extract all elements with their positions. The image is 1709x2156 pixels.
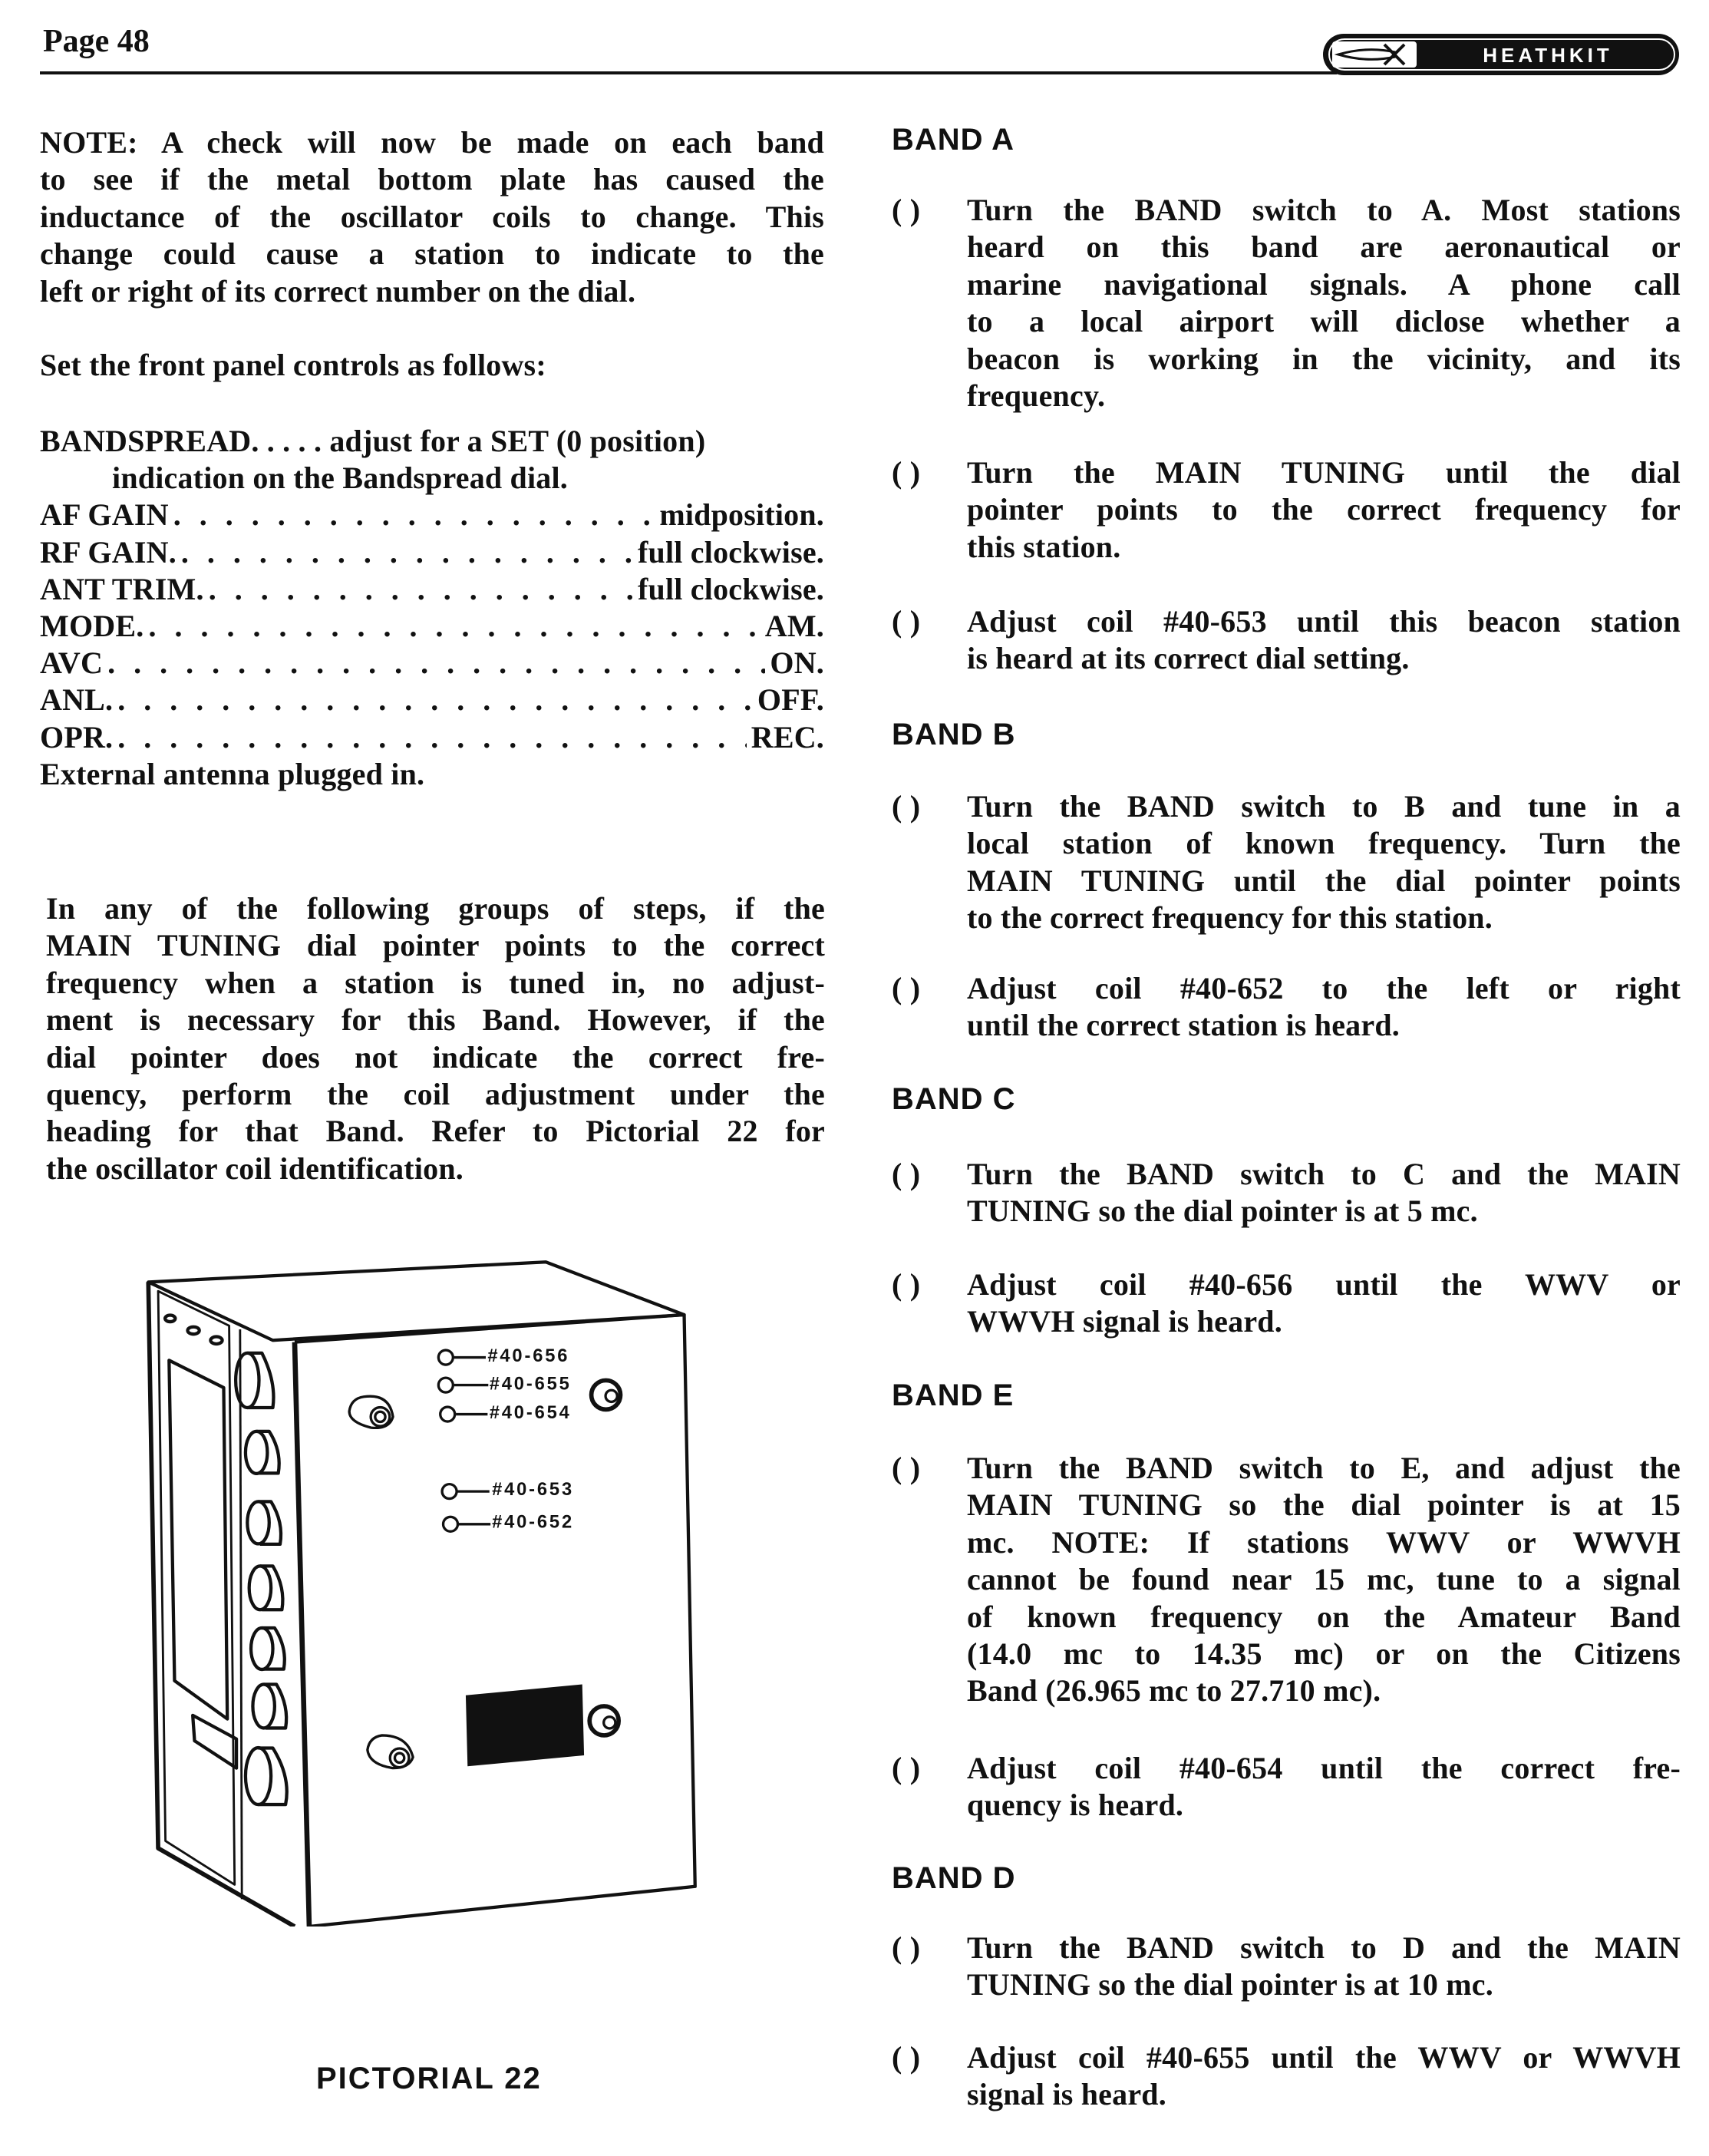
text-line: MAIN TUNING dial pointer points to the correct	[46, 928, 825, 963]
text-line: MAIN TUNING so the dial pointer is at 15	[967, 1487, 1681, 1523]
text-line: NOTE: A check will now be made on each band	[40, 125, 824, 160]
text-line: Turn the BAND switch to C and the MAIN	[967, 1157, 1681, 1191]
text-line: marine navigational signals. A phone call	[967, 266, 1681, 302]
text-line: Turn the BAND switch to D and the MAIN	[967, 1930, 1681, 1965]
groups-paragraph	[46, 890, 825, 1187]
text-line: to the correct frequency for this station.	[967, 900, 1493, 936]
band-heading: BAND A	[892, 123, 1015, 157]
text-line: WWVH signal is heard.	[967, 1304, 1282, 1339]
text-line: quency is heard.	[967, 1788, 1184, 1823]
setting-value: midposition.	[659, 497, 824, 533]
setting-label: AVC	[40, 645, 104, 681]
step-checkbox[interactable]: ( )	[892, 2040, 921, 2075]
step-checkbox[interactable]: ( )	[892, 604, 921, 639]
text-line: Adjust coil #40-656 until the WWV or	[967, 1267, 1681, 1302]
text-line: TUNING so the dial pointer is at 5 mc.	[967, 1194, 1478, 1229]
step-text	[967, 1156, 1681, 1230]
text-line: Band (26.965 mc to 27.710 mc).	[967, 1673, 1381, 1709]
text-line: Adjust coil #40-653 until this beacon station	[967, 604, 1681, 639]
text-line: Adjust coil #40-654 until the correct fre-	[967, 1751, 1681, 1785]
band-heading: BAND E	[892, 1378, 1015, 1412]
coil-slugs	[438, 1350, 490, 1531]
step-text	[967, 2039, 1681, 2114]
dot-leader	[148, 608, 760, 645]
step-checkbox[interactable]: ( )	[892, 1451, 921, 1485]
text-line: left or right of its correct number on the dial.	[40, 273, 636, 309]
logo-text: HEATHKIT	[1483, 44, 1613, 67]
text-line: TUNING so the dial pointer is at 10 mc.	[967, 1967, 1493, 2002]
step-text	[967, 1750, 1681, 1824]
dot-leader	[209, 571, 633, 608]
dot-leader	[117, 719, 747, 756]
setting-value: OFF.	[757, 682, 824, 718]
step-text	[967, 788, 1681, 937]
setting-bandspread-cont	[40, 460, 824, 497]
step-checkbox[interactable]: ( )	[892, 971, 921, 1005]
text-line: frequency when a station is tuned in, no adjust-	[46, 965, 825, 1000]
step-checkbox[interactable]: ( )	[892, 193, 921, 227]
text-line: to a local airport will diclose whether a	[967, 304, 1681, 339]
setting-row	[40, 645, 824, 682]
text-line: cannot be found near 15 mc, tune to a signal	[967, 1562, 1681, 1597]
setting-value: REC.	[751, 719, 824, 754]
setting-label: BANDSPREAD. . . . . adjust for a SET (0 position)	[40, 424, 706, 458]
text-line: Turn the BAND switch to E, and adjust the	[967, 1451, 1681, 1485]
page-number: Page 48	[43, 24, 150, 59]
dot-leader	[181, 534, 633, 571]
text-line: quency, perform the coil adjustment under the	[46, 1076, 825, 1111]
setting-value: full clockwise.	[638, 534, 824, 570]
text-line: local station of known frequency. Turn the	[967, 826, 1681, 861]
text-line: mc. NOTE: If stations WWV or WWVH	[967, 1524, 1681, 1560]
text-line: MAIN TUNING until the dial pointer points	[967, 863, 1681, 898]
text-line: heading for that Band. Refer to Pictorial 22 for	[46, 1114, 825, 1149]
setting-row	[40, 719, 824, 756]
text-line: (14.0 mc to 14.35 mc) or on the Citizens	[967, 1636, 1681, 1671]
dot-leader	[117, 682, 753, 718]
text-line: Turn the BAND switch to A. Most stations	[967, 193, 1681, 227]
setting-label: MODE.	[40, 608, 144, 643]
setting-label: ANT TRIM.	[40, 571, 204, 606]
band-heading: BAND D	[892, 1861, 1016, 1895]
step-checkbox[interactable]: ( )	[892, 789, 921, 824]
text-line: Turn the MAIN TUNING until the dial	[967, 455, 1681, 490]
external-text: External antenna plugged in.	[40, 756, 425, 791]
text-line: to see if the metal bottom plate has caused the	[40, 162, 824, 197]
setting-label: AF GAIN	[40, 497, 169, 533]
text-line: is heard at its correct dial setting.	[967, 641, 1410, 676]
step-checkbox[interactable]: ( )	[892, 455, 921, 490]
coil-label-653: #40-653	[492, 1479, 574, 1500]
step-text	[967, 1450, 1681, 1710]
header-rule	[40, 71, 1337, 74]
settings-list	[40, 423, 824, 793]
text-line: pointer points to the correct frequency for	[967, 492, 1681, 527]
setting-row	[40, 682, 824, 718]
setting-row	[40, 608, 824, 645]
band-heading: BAND B	[892, 718, 1016, 751]
setting-value: full clockwise.	[638, 571, 824, 606]
pictorial-22-receiver-drawing	[138, 1251, 706, 1927]
step-text	[967, 454, 1681, 566]
coil-label-655: #40-655	[489, 1374, 572, 1395]
setting-bandspread	[40, 423, 824, 460]
step-text	[967, 603, 1681, 678]
step-text	[967, 1930, 1681, 2004]
speaker-grille	[466, 1685, 584, 1767]
step-text	[967, 192, 1681, 414]
setting-continuation: indication on the Bandspread dial.	[112, 461, 569, 496]
note-paragraph	[40, 124, 824, 310]
text-line: until the correct station is heard.	[967, 1008, 1400, 1043]
coil-label-652: #40-652	[492, 1512, 574, 1533]
text-line: In any of the following groups of steps, if the	[46, 891, 825, 926]
setting-row	[40, 534, 824, 571]
setting-row	[40, 497, 824, 533]
coil-label-654: #40-654	[489, 1403, 572, 1424]
setting-label: OPR.	[40, 719, 114, 754]
text-line: Adjust coil #40-655 until the WWV or WWVH	[967, 2040, 1681, 2075]
set-controls-text: Set the front panel controls as follows:	[40, 348, 546, 382]
text-line: ment is necessary for this Band. However, if the	[46, 1002, 825, 1038]
step-text	[967, 1266, 1681, 1341]
step-checkbox[interactable]: ( )	[892, 1930, 921, 1965]
setting-label: RF GAIN.	[40, 534, 177, 570]
text-line: dial pointer does not indicate the correct fre-	[46, 1039, 825, 1075]
band-heading: BAND C	[892, 1082, 1016, 1116]
setting-value: ON.	[770, 645, 824, 681]
front-knobs	[236, 1353, 287, 1804]
external-antenna-note	[40, 756, 824, 793]
text-line: the oscillator coil identification.	[46, 1151, 464, 1186]
text-line: beacon is working in the vicinity, and its	[967, 341, 1681, 376]
setting-row	[40, 571, 824, 608]
step-text	[967, 970, 1681, 1045]
pictorial-caption: PICTORIAL 22	[316, 2062, 542, 2095]
setting-value: AM.	[764, 608, 824, 643]
step-checkbox[interactable]: ( )	[892, 1267, 921, 1302]
text-line: Turn the BAND switch to B and tune in a	[967, 789, 1681, 824]
heathkit-logo	[1321, 31, 1681, 78]
text-line: signal is heard.	[967, 2077, 1166, 2112]
dot-leader	[173, 497, 655, 533]
text-line: Adjust coil #40-652 to the left or right	[967, 971, 1681, 1005]
step-checkbox[interactable]: ( )	[892, 1157, 921, 1191]
text-line: change could cause a station to indicate to the	[40, 236, 824, 272]
dot-leader	[107, 645, 765, 682]
setting-label: ANL.	[40, 682, 114, 718]
text-line: inductance of the oscillator coils to change. This	[40, 199, 824, 234]
text-line: frequency.	[967, 378, 1106, 413]
text-line: of known frequency on the Amateur Band	[967, 1599, 1681, 1634]
coil-label-656: #40-656	[487, 1345, 570, 1366]
text-line: heard on this band are aeronautical or	[967, 229, 1681, 265]
step-checkbox[interactable]: ( )	[892, 1751, 921, 1785]
text-line: this station.	[967, 529, 1121, 564]
